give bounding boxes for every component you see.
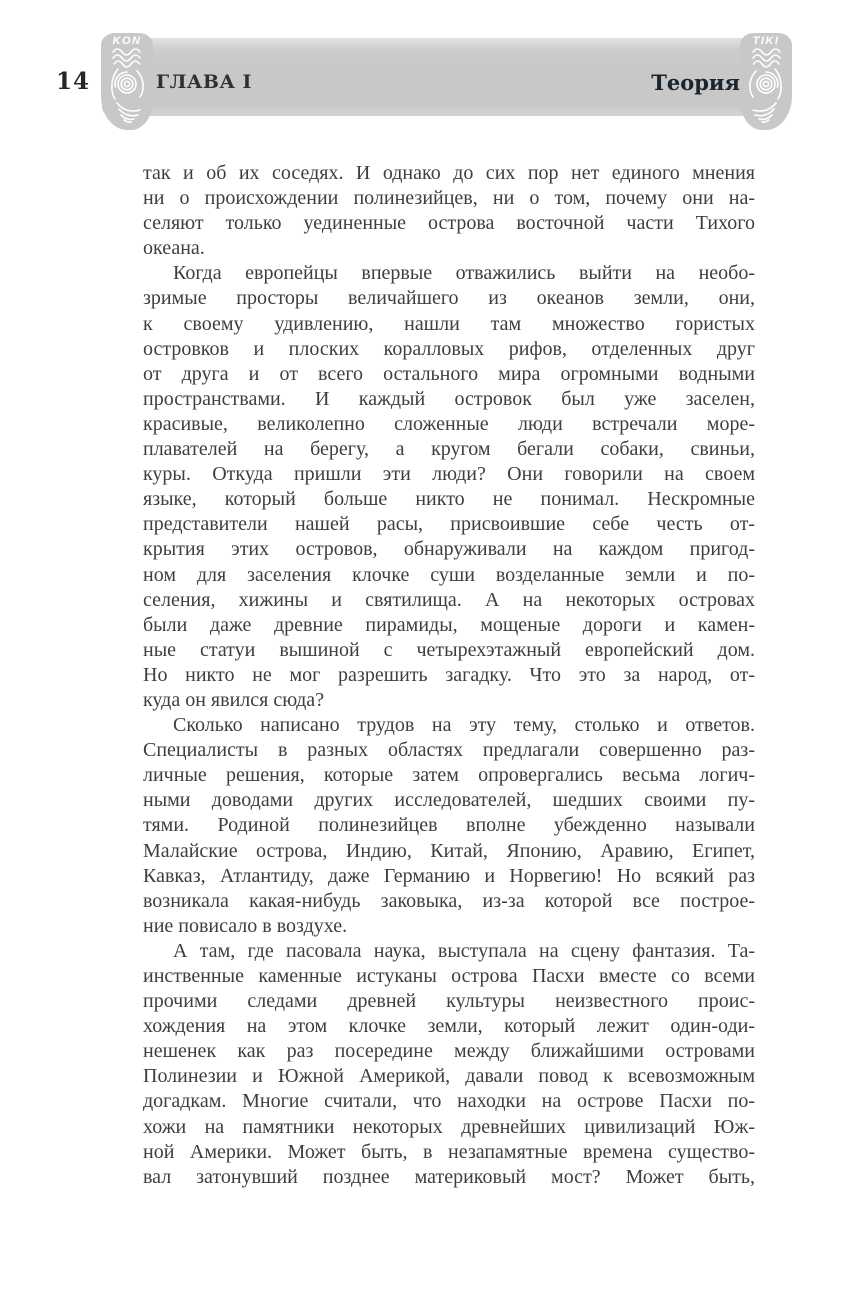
paragraph bbox=[143, 261, 755, 713]
text-line: крытия этих островов, обнаруживали на каждом пригод- bbox=[143, 538, 755, 561]
text-line: пространствами. И каждый островок был уже заселен, bbox=[143, 387, 755, 410]
tiki-ornament bbox=[740, 33, 792, 130]
text-line: хождения на этом клочке земли, который лежит один-оди- bbox=[143, 1015, 755, 1038]
text-line: зримые просторы величайшего из океанов земли, они, bbox=[143, 287, 755, 310]
text-line: так и об их соседях. И однако до сих пор нет единого мнения bbox=[143, 162, 755, 184]
text-line: плавателей на берегу, а кругом бегали собаки, свиньи, bbox=[143, 438, 755, 461]
text-line: ными доводами других исследователей, шедших своими пу- bbox=[143, 789, 755, 812]
text-line: Сколько написано трудов на эту тему, столько и ответов. bbox=[173, 714, 755, 737]
text-line: куры. Откуда пришли эти люди? Они говорили на своем bbox=[143, 463, 755, 486]
text-line: прочими следами древней культуры неизвестного проис- bbox=[143, 990, 755, 1013]
text-line: вал затонувший позднее материковый мост? Может быть, bbox=[143, 1165, 755, 1188]
kon-label: KON bbox=[112, 35, 142, 47]
text-line: инственные каменные истуканы острова Пасхи вместе со всеми bbox=[143, 965, 755, 987]
tiki-figure-icon bbox=[745, 47, 787, 127]
text-line: Полинезии и Южной Америкой, давали повод к всевозможным bbox=[143, 1065, 755, 1088]
text-line: тями. Родиной полинезийцев вполне убежденно называли bbox=[143, 814, 755, 837]
text-line: Когда европейцы впервые отважились выйти на необо- bbox=[173, 262, 755, 285]
text-line: Но никто не мог разрешить загадку. Что это за народ, от- bbox=[143, 663, 755, 686]
text-line: нешенек как раз посередине между ближайшими островами bbox=[143, 1040, 755, 1063]
text-line: личные решения, которые затем опровергались весьма логич- bbox=[143, 764, 755, 787]
tiki-label: TIKI bbox=[752, 35, 780, 47]
text-line: ном для заселения клочке суши возделанные земли и по- bbox=[143, 563, 755, 586]
text-line: от друга и от всего остального мира огромными водными bbox=[143, 362, 755, 385]
paragraph bbox=[143, 713, 755, 939]
text-line: куда он явился сюда? bbox=[143, 688, 325, 711]
paragraph bbox=[143, 939, 755, 1190]
chapter-label: ГЛАВА I bbox=[156, 71, 252, 93]
text-line: красивые, великолепно сложенные люди встречали море- bbox=[143, 412, 755, 435]
text-line: догадкам. Многие считали, что находки на острове Пасхи по- bbox=[143, 1090, 755, 1113]
section-label: Теория bbox=[651, 70, 740, 95]
text-line: ной Америки. Может быть, в незапамятные времена существо- bbox=[143, 1140, 755, 1163]
text-line: селения, хижины и святилища. А на некоторых островах bbox=[143, 588, 755, 611]
text-line: к своему удивлению, нашли там множество гористых bbox=[143, 312, 755, 335]
text-line: селяют только уединенные острова восточной части Тихого bbox=[143, 212, 755, 235]
text-line: океана. bbox=[143, 237, 205, 260]
text-line: языке, который больше никто не понимал. Нескромные bbox=[143, 488, 755, 511]
text-line: Малайские острова, Индию, Китай, Японию, Аравию, Египет, bbox=[143, 839, 755, 862]
text-line: ные статуи вышиной с четырехэтажный европейский дом. bbox=[143, 638, 755, 661]
text-line: А там, где пасовала наука, выступала на сцену фантазия. Та- bbox=[173, 939, 755, 962]
kon-ornament bbox=[101, 33, 153, 130]
text-line: представители нашей расы, присвоившие себе честь от- bbox=[143, 513, 755, 536]
header-bar bbox=[102, 38, 770, 116]
body-text bbox=[143, 161, 755, 1190]
tiki-figure-icon bbox=[106, 47, 148, 127]
text-line: Кавказ, Атлантиду, даже Германию и Норвегию! Но всякий раз bbox=[143, 864, 755, 887]
paragraph bbox=[143, 161, 755, 261]
text-line: ние повисало в воздухе. bbox=[143, 914, 348, 937]
text-line: были даже древние пирамиды, мощеные дороги и камен- bbox=[143, 613, 755, 636]
page-number: 14 bbox=[56, 68, 91, 95]
text-line: хожи на памятники некоторых древнейших цивилизаций Юж- bbox=[143, 1115, 755, 1138]
text-line: возникала какая-нибудь заковыка, из-за которой все построе- bbox=[143, 889, 755, 912]
text-line: ни о происхождении полинезийцев, ни о том, почему они на- bbox=[143, 187, 755, 210]
text-line: Специалисты в разных областях предлагали совершенно раз- bbox=[143, 739, 755, 762]
text-line: островков и плоских коралловых рифов, отделенных друг bbox=[143, 337, 755, 360]
